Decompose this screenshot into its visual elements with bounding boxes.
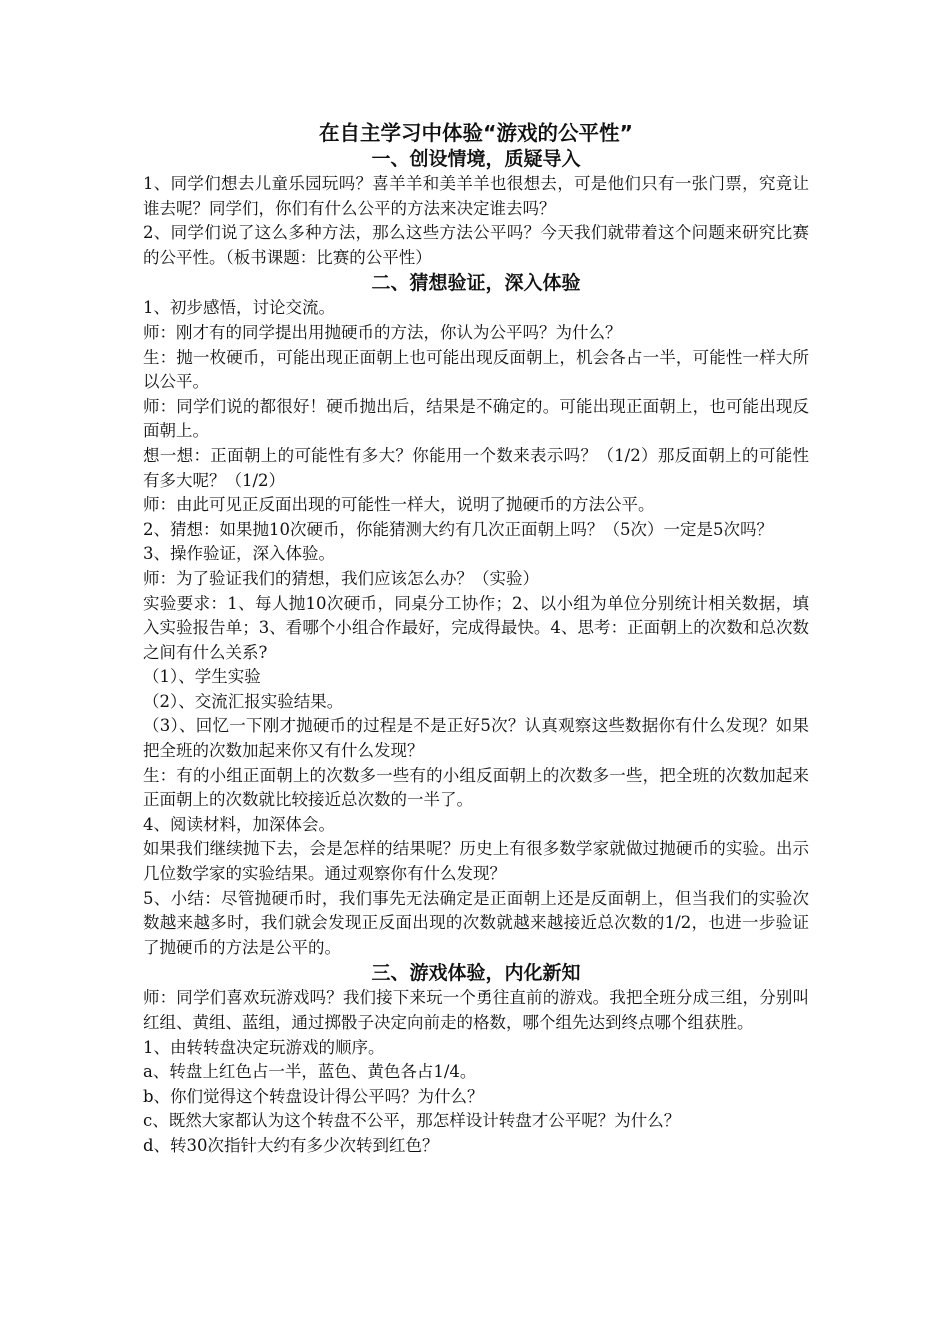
paragraph: 想一想：正面朝上的可能性有多大？你能用一个数来表示吗？（1/2）那反面朝上的可能性有多大呢？（1/2） bbox=[143, 445, 809, 490]
paragraph: 师：同学们喜欢玩游戏吗？我们接下来玩一个勇往直前的游戏。我把全班分成三组，分别叫红组、黄组、蓝组，通过掷骰子决定向前走的格数，哪个组先达到终点哪个组获胜。 bbox=[143, 988, 809, 1032]
section-3 bbox=[143, 960, 809, 1158]
paragraph: 1、初步感悟，讨论交流。 bbox=[143, 298, 335, 318]
paragraph: 生：抛一枚硬币，可能出现正面朝上也可能出现反面朝上，机会各占一半，可能性一样大所以公平。 bbox=[143, 347, 809, 392]
paragraph: b、你们觉得这个转盘设计得公平吗？为什么？ bbox=[143, 1086, 484, 1106]
paragraph: d、转30次指针大约有多少次转到红色？ bbox=[143, 1135, 439, 1155]
paragraph: （1）、学生实验 bbox=[143, 667, 261, 687]
paragraph: 2、猜想：如果抛10次硬币，你能猜测大约有几次正面朝上吗？（5次）一定是5次吗？ bbox=[143, 519, 773, 539]
paragraph: 生：有的小组正面朝上的次数多一些有的小组反面朝上的次数多一些，把全班的次数加起来正面朝上的次数就比较接近总次数的一半了。 bbox=[143, 765, 809, 810]
paragraph: 2、同学们说了这么多种方法，那么这些方法公平吗？今天我们就带着这个问题来研究比赛的公平性。（板书课题：比赛的公平性） bbox=[143, 223, 809, 267]
paragraph: 1、同学们想去儿童乐园玩吗？喜羊羊和美羊羊也很想去，可是他们只有一张门票，究竟让谁去呢？同学们，你们有什么公平的方法来决定谁去吗？ bbox=[143, 174, 809, 218]
paragraph: 实验要求：1、每人抛10次硬币，同桌分工协作；2、以小组为单位分别统计相关数据，填入实验报告单；3、看哪个小组合作最好，完成得最快。4、思考：正面朝上的次数和总次数之间有什么关系? bbox=[143, 593, 809, 662]
section-1 bbox=[143, 146, 809, 270]
paragraph: a、转盘上红色占一半，蓝色、黄色各占1/4。 bbox=[143, 1062, 477, 1082]
document-body bbox=[143, 120, 809, 1159]
document-title: 在自主学习中体验“游戏的公平性” bbox=[319, 121, 633, 145]
section-heading: 一、创设情境，质疑导入 bbox=[371, 148, 581, 170]
paragraph: 师：刚才有的同学提出用抛硬币的方法，你认为公平吗？为什么？ bbox=[143, 322, 622, 342]
paragraph: 5、小结：尽管抛硬币时，我们事先无法确定是正面朝上还是反面朝上，但当我们的实验次数越来越多时，我们就会发现正反面出现的次数就越来越接近总次数的1/2，也进一步验证了抛硬币的方法是公平的。 bbox=[143, 888, 809, 957]
paragraph: （3）、回忆一下刚才抛硬币的过程是不是正好5次？认真观察这些数据你有什么发现？如果把全班的次数加起来你又有什么发现？ bbox=[143, 716, 809, 761]
paragraph: 师：同学们说的都很好！硬币抛出后，结果是不确定的。可能出现正面朝上，也可能出现反面朝上。 bbox=[143, 396, 809, 441]
section-2 bbox=[143, 270, 809, 960]
paragraph: 4、阅读材料，加深体会。 bbox=[143, 814, 335, 834]
section-heading: 三、游戏体验，内化新知 bbox=[371, 962, 581, 985]
paragraph: 1、由转转盘决定玩游戏的顺序。 bbox=[143, 1037, 385, 1057]
paragraph: （2）、交流汇报实验结果。 bbox=[143, 691, 344, 711]
paragraph: c、既然大家都认为这个转盘不公平，那怎样设计转盘才公平呢？为什么？ bbox=[143, 1111, 681, 1131]
section-heading: 二、猜想验证，深入体验 bbox=[371, 272, 581, 295]
paragraph: 3、操作验证，深入体验。 bbox=[143, 544, 335, 564]
paragraph: 如果我们继续抛下去，会是怎样的结果呢？历史上有很多数学家就做过抛硬币的实验。出示几位数学家的实验结果。通过观察你有什么发现？ bbox=[143, 839, 809, 884]
paragraph: 师：由此可见正反面出现的可能性一样大，说明了抛硬币的方法公平。 bbox=[143, 495, 655, 515]
paragraph: 师：为了验证我们的猜想，我们应该怎么办？（实验） bbox=[143, 568, 539, 588]
